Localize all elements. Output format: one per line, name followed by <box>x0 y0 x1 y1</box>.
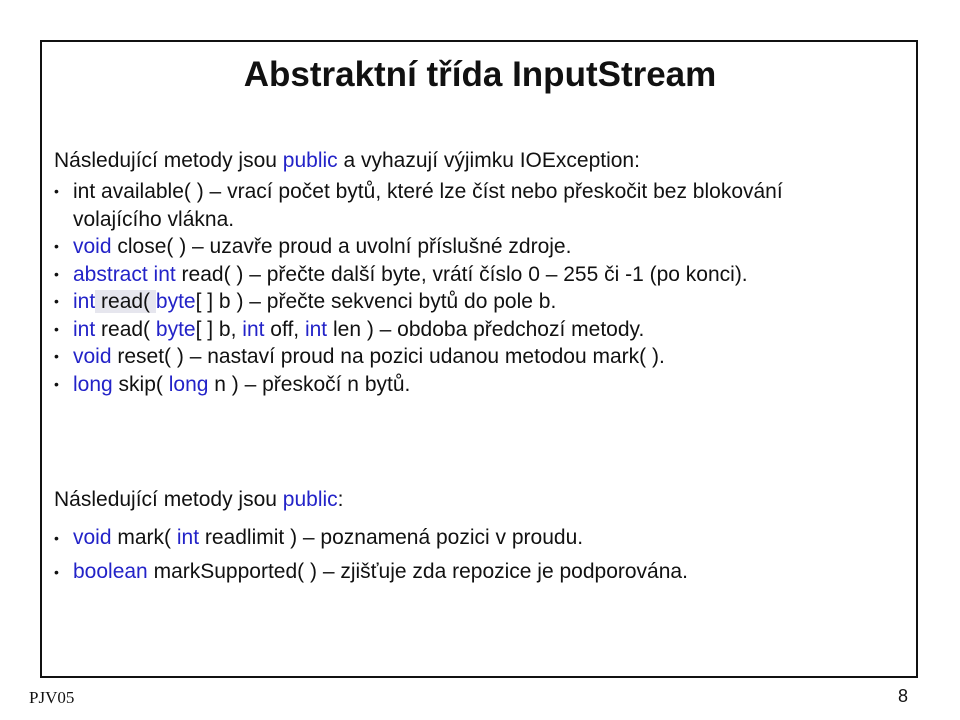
list-item-available <box>54 178 844 233</box>
item-keyword: abstract int <box>73 262 176 286</box>
item-keyword-2: byte <box>155 290 196 313</box>
section1-heading-pre: Následující metody jsou <box>54 149 283 172</box>
slide-title: Abstraktní třída InputStream <box>243 55 717 94</box>
item-text: int available( ) – vrací počet bytů, které lze číst nebo přeskočit bez blokování volajícího vlákna. <box>73 180 783 231</box>
footer-course-label: PJV05 <box>29 688 75 707</box>
item-keyword: long <box>73 372 113 396</box>
item-text-2: readlimit ) – poznamená pozici v proudu. <box>199 526 584 549</box>
bullet-icon: • <box>54 375 59 392</box>
item-keyword-4: int <box>304 317 328 341</box>
section2-heading-pre: Následující metody jsou <box>54 488 283 511</box>
bullet-icon: • <box>54 265 59 282</box>
item-text: reset( ) – nastaví proud na pozici udanou metodou mark( ). <box>111 345 665 368</box>
section2-heading-keyword: public <box>282 488 338 511</box>
item-highlight: read( <box>95 290 156 313</box>
item-keyword: void <box>73 345 112 368</box>
item-text-4: len ) – obdoba předchozí metody. <box>327 317 645 341</box>
item-text-1: read( <box>95 317 156 341</box>
list-item-reset <box>54 343 844 371</box>
section1-heading <box>54 148 640 173</box>
list-item-read-offset <box>54 316 844 344</box>
list-item-mark <box>54 521 844 555</box>
bullet-icon: • <box>54 348 59 364</box>
list-item-skip <box>54 371 844 399</box>
item-text-2: n ) – přeskočí n bytů. <box>208 372 411 396</box>
list-item-read-array <box>54 288 844 316</box>
list-item-close <box>54 233 844 261</box>
section2-heading-post: : <box>337 488 344 511</box>
item-keyword: void <box>73 235 112 258</box>
item-keyword: int <box>73 317 96 341</box>
item-keyword-2: long <box>168 372 209 396</box>
section1-heading-post: a vyhazují výjimku IOException: <box>337 149 640 172</box>
bullet-icon: • <box>54 530 59 546</box>
item-text-1: mark( <box>111 526 177 549</box>
bullet-icon: • <box>54 238 59 254</box>
list-item-read <box>54 261 844 289</box>
bullet-icon: • <box>54 183 59 199</box>
bullet-icon: • <box>54 293 59 309</box>
section2-list <box>54 521 844 589</box>
item-keyword: boolean <box>73 560 148 583</box>
section2-heading <box>54 487 344 512</box>
item-text: markSupported( ) – zjišťuje zda repozice je podporována. <box>147 560 688 583</box>
item-keyword: int <box>73 290 96 313</box>
item-text: [ ] b ) – přečte sekvenci bytů do pole b. <box>195 290 557 313</box>
section1-heading-keyword: public <box>282 149 338 172</box>
item-text: close( ) – uzavře proud a uvolní příslušné zdroje. <box>111 235 572 258</box>
page-number: 8 <box>897 686 908 706</box>
item-keyword-2: int <box>176 526 200 549</box>
item-text-2: [ ] b, <box>195 317 243 341</box>
item-keyword-2: byte <box>155 317 196 341</box>
item-text: read( ) – přečte další byte, vrátí číslo 0 – 255 či -1 (po konci). <box>175 262 748 286</box>
list-item-marksupported <box>54 555 844 589</box>
item-text-3: off, <box>264 317 305 341</box>
bullet-icon: • <box>54 320 59 337</box>
bullet-icon: • <box>54 564 59 580</box>
item-text-1: skip( <box>112 372 169 396</box>
item-keyword-3: int <box>242 317 265 341</box>
section1-list <box>54 178 844 398</box>
item-keyword: void <box>73 526 112 549</box>
